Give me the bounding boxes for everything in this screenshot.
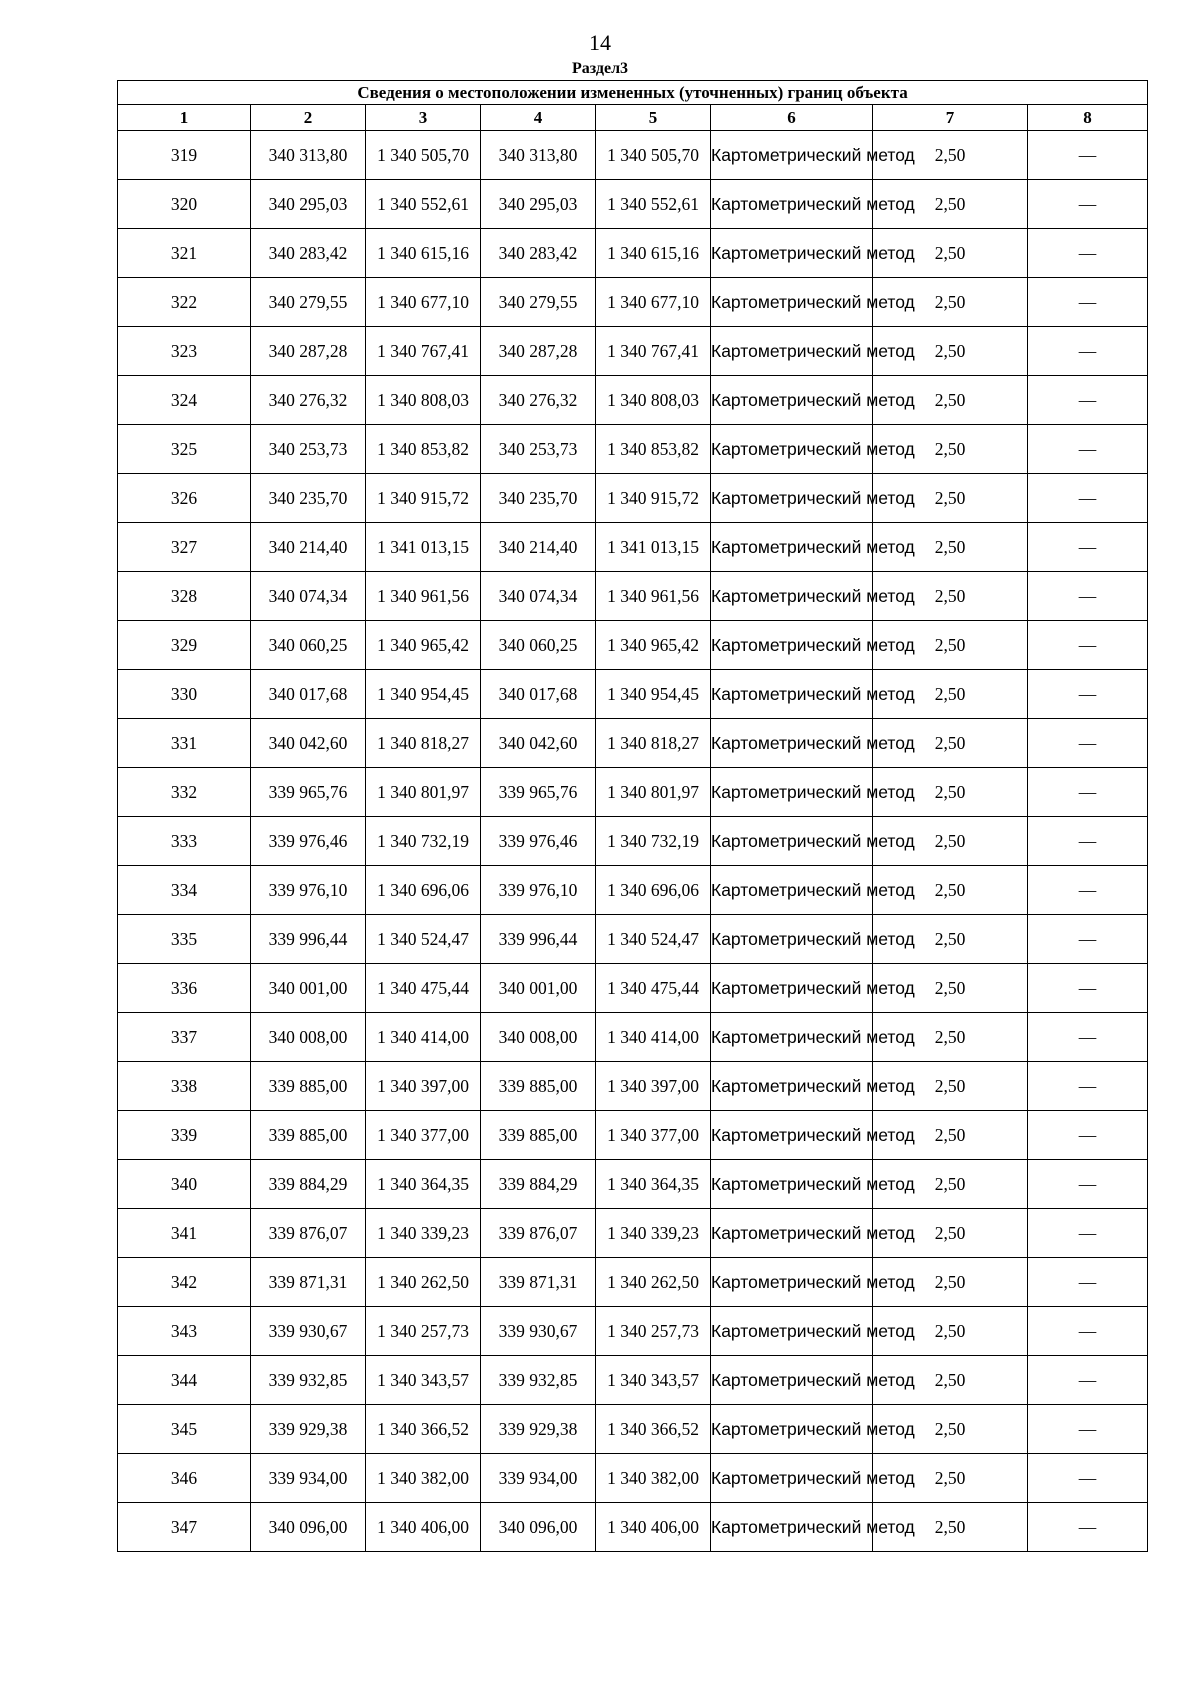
y-new-cell: 1 340 262,50 (596, 1258, 711, 1307)
y-old-cell: 1 340 382,00 (366, 1454, 481, 1503)
y-new-cell: 1 340 961,56 (596, 572, 711, 621)
description-cell: — (1028, 1160, 1148, 1209)
description-cell: — (1028, 1258, 1148, 1307)
description-cell: — (1028, 817, 1148, 866)
x-old-cell: 339 976,10 (251, 866, 366, 915)
method-cell: Картометрический метод (711, 1062, 873, 1111)
point-number-cell: 320 (118, 180, 251, 229)
y-old-cell: 1 340 414,00 (366, 1013, 481, 1062)
method-cell: Картометрический метод (711, 866, 873, 915)
point-number-cell: 334 (118, 866, 251, 915)
section-title: Раздел3 (571, 60, 629, 77)
x-new-cell: 340 253,73 (481, 425, 596, 474)
description-cell: — (1028, 131, 1148, 180)
description-cell: — (1028, 474, 1148, 523)
table-row (118, 1503, 1148, 1552)
x-new-cell: 339 976,10 (481, 866, 596, 915)
accuracy-cell: 2,50 (873, 1160, 1028, 1209)
description-cell: — (1028, 621, 1148, 670)
y-old-cell: 1 340 524,47 (366, 915, 481, 964)
table-row (118, 915, 1148, 964)
x-new-cell: 340 279,55 (481, 278, 596, 327)
x-new-cell: 340 313,80 (481, 131, 596, 180)
table-row (118, 1160, 1148, 1209)
method-cell: Картометрический метод (711, 1454, 873, 1503)
point-number-cell: 346 (118, 1454, 251, 1503)
x-new-cell: 339 871,31 (481, 1258, 596, 1307)
y-new-cell: 1 340 767,41 (596, 327, 711, 376)
y-old-cell: 1 340 364,35 (366, 1160, 481, 1209)
method-cell: Картометрический метод (711, 1111, 873, 1160)
x-old-cell: 339 884,29 (251, 1160, 366, 1209)
x-old-cell: 339 885,00 (251, 1111, 366, 1160)
x-new-cell: 340 001,00 (481, 964, 596, 1013)
x-new-cell: 340 287,28 (481, 327, 596, 376)
accuracy-cell: 2,50 (873, 425, 1028, 474)
table-row (118, 180, 1148, 229)
accuracy-cell: 2,50 (873, 1405, 1028, 1454)
point-number-cell: 331 (118, 719, 251, 768)
y-old-cell: 1 340 262,50 (366, 1258, 481, 1307)
y-new-cell: 1 340 382,00 (596, 1454, 711, 1503)
coordinates-table (117, 80, 1148, 1552)
description-cell: — (1028, 1307, 1148, 1356)
y-old-cell: 1 340 801,97 (366, 768, 481, 817)
accuracy-cell: 2,50 (873, 817, 1028, 866)
y-old-cell: 1 340 818,27 (366, 719, 481, 768)
y-old-cell: 1 340 954,45 (366, 670, 481, 719)
table-row (118, 131, 1148, 180)
accuracy-cell: 2,50 (873, 327, 1028, 376)
y-old-cell: 1 341 013,15 (366, 523, 481, 572)
column-number: 1 (118, 105, 251, 131)
x-new-cell: 339 996,44 (481, 915, 596, 964)
point-number-cell: 336 (118, 964, 251, 1013)
point-number-cell: 319 (118, 131, 251, 180)
y-new-cell: 1 340 257,73 (596, 1307, 711, 1356)
y-old-cell: 1 340 965,42 (366, 621, 481, 670)
x-new-cell: 339 930,67 (481, 1307, 596, 1356)
table-row (118, 425, 1148, 474)
table-row (118, 1307, 1148, 1356)
method-cell: Картометрический метод (711, 1405, 873, 1454)
x-new-cell: 340 295,03 (481, 180, 596, 229)
x-old-cell: 340 279,55 (251, 278, 366, 327)
y-old-cell: 1 340 961,56 (366, 572, 481, 621)
y-new-cell: 1 341 013,15 (596, 523, 711, 572)
x-old-cell: 339 871,31 (251, 1258, 366, 1307)
method-cell: Картометрический метод (711, 670, 873, 719)
point-number-cell: 330 (118, 670, 251, 719)
y-old-cell: 1 340 377,00 (366, 1111, 481, 1160)
x-new-cell: 339 934,00 (481, 1454, 596, 1503)
point-number-cell: 322 (118, 278, 251, 327)
description-cell: — (1028, 523, 1148, 572)
table-row (118, 621, 1148, 670)
accuracy-cell: 2,50 (873, 1111, 1028, 1160)
y-new-cell: 1 340 696,06 (596, 866, 711, 915)
column-number: 8 (1028, 105, 1148, 131)
method-cell: Картометрический метод (711, 131, 873, 180)
y-new-cell: 1 340 397,00 (596, 1062, 711, 1111)
x-old-cell: 340 235,70 (251, 474, 366, 523)
point-number-cell: 328 (118, 572, 251, 621)
x-new-cell: 339 976,46 (481, 817, 596, 866)
y-new-cell: 1 340 505,70 (596, 131, 711, 180)
y-new-cell: 1 340 524,47 (596, 915, 711, 964)
method-cell: Картометрический метод (711, 1160, 873, 1209)
table-row (118, 1013, 1148, 1062)
y-old-cell: 1 340 397,00 (366, 1062, 481, 1111)
y-new-cell: 1 340 801,97 (596, 768, 711, 817)
point-number-cell: 344 (118, 1356, 251, 1405)
description-cell: — (1028, 768, 1148, 817)
accuracy-cell: 2,50 (873, 523, 1028, 572)
x-new-cell: 340 042,60 (481, 719, 596, 768)
y-new-cell: 1 340 677,10 (596, 278, 711, 327)
description-cell: — (1028, 1062, 1148, 1111)
accuracy-cell: 2,50 (873, 376, 1028, 425)
point-number-cell: 343 (118, 1307, 251, 1356)
y-old-cell: 1 340 732,19 (366, 817, 481, 866)
method-cell: Картометрический метод (711, 817, 873, 866)
x-old-cell: 340 096,00 (251, 1503, 366, 1552)
y-old-cell: 1 340 505,70 (366, 131, 481, 180)
point-number-cell: 347 (118, 1503, 251, 1552)
method-cell: Картометрический метод (711, 229, 873, 278)
description-cell: — (1028, 1111, 1148, 1160)
point-number-cell: 335 (118, 915, 251, 964)
y-old-cell: 1 340 853,82 (366, 425, 481, 474)
method-cell: Картометрический метод (711, 1503, 873, 1552)
method-cell: Картометрический метод (711, 278, 873, 327)
x-old-cell: 339 976,46 (251, 817, 366, 866)
point-number-cell: 338 (118, 1062, 251, 1111)
y-old-cell: 1 340 808,03 (366, 376, 481, 425)
method-cell: Картометрический метод (711, 327, 873, 376)
accuracy-cell: 2,50 (873, 719, 1028, 768)
x-new-cell: 340 276,32 (481, 376, 596, 425)
accuracy-cell: 2,50 (873, 1258, 1028, 1307)
y-old-cell: 1 340 366,52 (366, 1405, 481, 1454)
x-old-cell: 339 885,00 (251, 1062, 366, 1111)
y-new-cell: 1 340 377,00 (596, 1111, 711, 1160)
x-old-cell: 339 965,76 (251, 768, 366, 817)
column-number: 5 (596, 105, 711, 131)
y-new-cell: 1 340 818,27 (596, 719, 711, 768)
y-new-cell: 1 340 343,57 (596, 1356, 711, 1405)
description-cell: — (1028, 964, 1148, 1013)
description-cell: — (1028, 1454, 1148, 1503)
point-number-cell: 323 (118, 327, 251, 376)
x-old-cell: 339 996,44 (251, 915, 366, 964)
description-cell: — (1028, 572, 1148, 621)
point-number-cell: 333 (118, 817, 251, 866)
y-new-cell: 1 340 954,45 (596, 670, 711, 719)
accuracy-cell: 2,50 (873, 1013, 1028, 1062)
point-number-cell: 340 (118, 1160, 251, 1209)
column-number: 6 (711, 105, 873, 131)
table-row (118, 719, 1148, 768)
y-old-cell: 1 340 677,10 (366, 278, 481, 327)
table-row (118, 964, 1148, 1013)
method-cell: Картометрический метод (711, 425, 873, 474)
method-cell: Картометрический метод (711, 915, 873, 964)
accuracy-cell: 2,50 (873, 572, 1028, 621)
x-old-cell: 340 074,34 (251, 572, 366, 621)
description-cell: — (1028, 1209, 1148, 1258)
y-new-cell: 1 340 366,52 (596, 1405, 711, 1454)
x-new-cell: 340 283,42 (481, 229, 596, 278)
table-row (118, 1062, 1148, 1111)
point-number-cell: 321 (118, 229, 251, 278)
accuracy-cell: 2,50 (873, 1454, 1028, 1503)
y-old-cell: 1 340 552,61 (366, 180, 481, 229)
y-old-cell: 1 340 696,06 (366, 866, 481, 915)
accuracy-cell: 2,50 (873, 670, 1028, 719)
y-new-cell: 1 340 915,72 (596, 474, 711, 523)
table-title: Сведения о местоположении измененных (уточненных) границ объекта (118, 81, 1148, 105)
y-old-cell: 1 340 767,41 (366, 327, 481, 376)
y-old-cell: 1 340 257,73 (366, 1307, 481, 1356)
description-cell: — (1028, 866, 1148, 915)
y-new-cell: 1 340 339,23 (596, 1209, 711, 1258)
x-old-cell: 339 932,85 (251, 1356, 366, 1405)
table-row (118, 1258, 1148, 1307)
x-old-cell: 340 253,73 (251, 425, 366, 474)
x-new-cell: 339 932,85 (481, 1356, 596, 1405)
method-cell: Картометрический метод (711, 523, 873, 572)
method-cell: Картометрический метод (711, 474, 873, 523)
y-new-cell: 1 340 475,44 (596, 964, 711, 1013)
y-new-cell: 1 340 414,00 (596, 1013, 711, 1062)
x-old-cell: 339 876,07 (251, 1209, 366, 1258)
accuracy-cell: 2,50 (873, 964, 1028, 1013)
x-new-cell: 339 929,38 (481, 1405, 596, 1454)
y-old-cell: 1 340 339,23 (366, 1209, 481, 1258)
column-number: 7 (873, 105, 1028, 131)
y-new-cell: 1 340 732,19 (596, 817, 711, 866)
point-number-cell: 339 (118, 1111, 251, 1160)
x-new-cell: 339 876,07 (481, 1209, 596, 1258)
description-cell: — (1028, 1013, 1148, 1062)
x-old-cell: 340 287,28 (251, 327, 366, 376)
method-cell: Картометрический метод (711, 1356, 873, 1405)
description-cell: — (1028, 327, 1148, 376)
y-new-cell: 1 340 853,82 (596, 425, 711, 474)
table-row (118, 1209, 1148, 1258)
x-old-cell: 340 283,42 (251, 229, 366, 278)
description-cell: — (1028, 376, 1148, 425)
point-number-cell: 345 (118, 1405, 251, 1454)
accuracy-cell: 2,50 (873, 915, 1028, 964)
description-cell: — (1028, 1503, 1148, 1552)
table-row (118, 1405, 1148, 1454)
method-cell: Картометрический метод (711, 964, 873, 1013)
description-cell: — (1028, 670, 1148, 719)
accuracy-cell: 2,50 (873, 229, 1028, 278)
y-new-cell: 1 340 552,61 (596, 180, 711, 229)
column-number: 3 (366, 105, 481, 131)
method-cell: Картометрический метод (711, 719, 873, 768)
description-cell: — (1028, 229, 1148, 278)
method-cell: Картометрический метод (711, 1209, 873, 1258)
page-number: 14 (589, 30, 611, 55)
method-cell: Картометрический метод (711, 1307, 873, 1356)
accuracy-cell: 2,50 (873, 278, 1028, 327)
x-old-cell: 340 001,00 (251, 964, 366, 1013)
point-number-cell: 324 (118, 376, 251, 425)
method-cell: Картометрический метод (711, 572, 873, 621)
x-old-cell: 340 060,25 (251, 621, 366, 670)
x-old-cell: 340 017,68 (251, 670, 366, 719)
x-new-cell: 340 060,25 (481, 621, 596, 670)
accuracy-cell: 2,50 (873, 1307, 1028, 1356)
x-new-cell: 340 017,68 (481, 670, 596, 719)
x-new-cell: 339 885,00 (481, 1111, 596, 1160)
y-new-cell: 1 340 364,35 (596, 1160, 711, 1209)
table-row (118, 572, 1148, 621)
table-row (118, 229, 1148, 278)
y-old-cell: 1 340 615,16 (366, 229, 481, 278)
table-row (118, 1356, 1148, 1405)
method-cell: Картометрический метод (711, 1013, 873, 1062)
table-row (118, 376, 1148, 425)
x-old-cell: 339 930,67 (251, 1307, 366, 1356)
y-old-cell: 1 340 475,44 (366, 964, 481, 1013)
point-number-cell: 342 (118, 1258, 251, 1307)
table-row (118, 1454, 1148, 1503)
y-old-cell: 1 340 343,57 (366, 1356, 481, 1405)
description-cell: — (1028, 1405, 1148, 1454)
x-new-cell: 340 096,00 (481, 1503, 596, 1552)
y-new-cell: 1 340 965,42 (596, 621, 711, 670)
column-number: 4 (481, 105, 596, 131)
method-cell: Картометрический метод (711, 768, 873, 817)
point-number-cell: 337 (118, 1013, 251, 1062)
y-old-cell: 1 340 406,00 (366, 1503, 481, 1552)
table-title-row (118, 81, 1148, 105)
description-cell: — (1028, 1356, 1148, 1405)
x-new-cell: 340 214,40 (481, 523, 596, 572)
table-body (118, 131, 1148, 1552)
accuracy-cell: 2,50 (873, 131, 1028, 180)
x-new-cell: 340 235,70 (481, 474, 596, 523)
method-cell: Картометрический метод (711, 1258, 873, 1307)
x-old-cell: 340 276,32 (251, 376, 366, 425)
x-old-cell: 339 929,38 (251, 1405, 366, 1454)
point-number-cell: 332 (118, 768, 251, 817)
point-number-cell: 326 (118, 474, 251, 523)
accuracy-cell: 2,50 (873, 1209, 1028, 1258)
accuracy-cell: 2,50 (873, 1503, 1028, 1552)
description-cell: — (1028, 180, 1148, 229)
description-cell: — (1028, 915, 1148, 964)
method-cell: Картометрический метод (711, 621, 873, 670)
accuracy-cell: 2,50 (873, 768, 1028, 817)
point-number-cell: 325 (118, 425, 251, 474)
x-new-cell: 340 008,00 (481, 1013, 596, 1062)
accuracy-cell: 2,50 (873, 866, 1028, 915)
x-old-cell: 340 313,80 (251, 131, 366, 180)
point-number-cell: 341 (118, 1209, 251, 1258)
x-new-cell: 339 965,76 (481, 768, 596, 817)
description-cell: — (1028, 719, 1148, 768)
y-new-cell: 1 340 406,00 (596, 1503, 711, 1552)
table-row (118, 327, 1148, 376)
accuracy-cell: 2,50 (873, 180, 1028, 229)
x-old-cell: 340 042,60 (251, 719, 366, 768)
y-old-cell: 1 340 915,72 (366, 474, 481, 523)
column-number: 2 (251, 105, 366, 131)
table-row (118, 817, 1148, 866)
table-row (118, 278, 1148, 327)
table-row (118, 523, 1148, 572)
point-number-cell: 329 (118, 621, 251, 670)
accuracy-cell: 2,50 (873, 1062, 1028, 1111)
table-row (118, 768, 1148, 817)
table-row (118, 474, 1148, 523)
column-number-row (118, 105, 1148, 131)
accuracy-cell: 2,50 (873, 1356, 1028, 1405)
table-row (118, 866, 1148, 915)
y-new-cell: 1 340 808,03 (596, 376, 711, 425)
method-cell: Картометрический метод (711, 180, 873, 229)
point-number-cell: 327 (118, 523, 251, 572)
x-old-cell: 339 934,00 (251, 1454, 366, 1503)
accuracy-cell: 2,50 (873, 474, 1028, 523)
description-cell: — (1028, 425, 1148, 474)
x-old-cell: 340 008,00 (251, 1013, 366, 1062)
table-row (118, 670, 1148, 719)
table-row (118, 1111, 1148, 1160)
x-new-cell: 339 885,00 (481, 1062, 596, 1111)
y-new-cell: 1 340 615,16 (596, 229, 711, 278)
accuracy-cell: 2,50 (873, 621, 1028, 670)
x-new-cell: 339 884,29 (481, 1160, 596, 1209)
description-cell: — (1028, 278, 1148, 327)
x-old-cell: 340 295,03 (251, 180, 366, 229)
x-old-cell: 340 214,40 (251, 523, 366, 572)
method-cell: Картометрический метод (711, 376, 873, 425)
x-new-cell: 340 074,34 (481, 572, 596, 621)
